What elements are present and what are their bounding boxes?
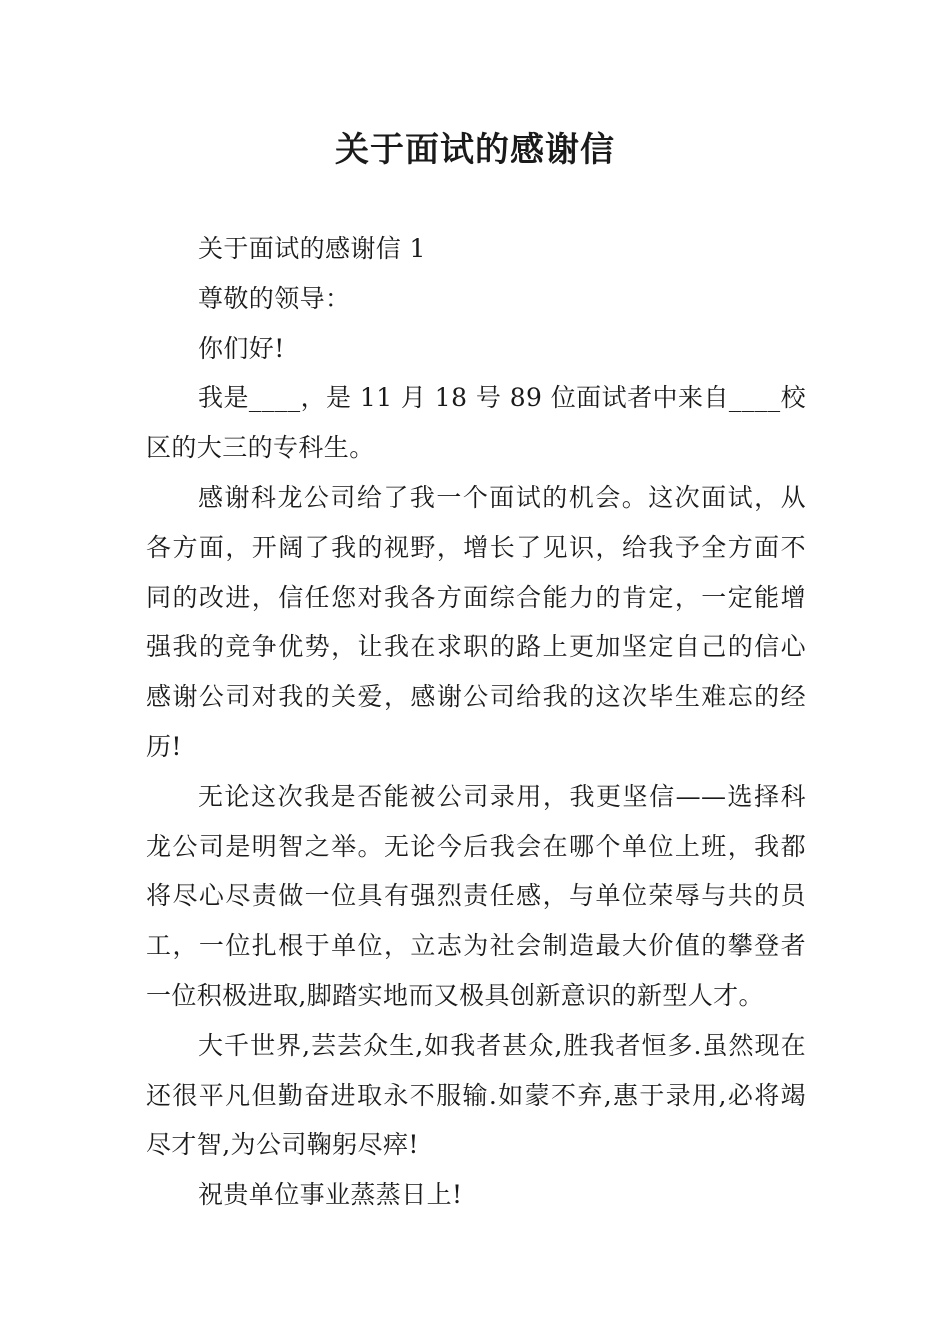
paragraph-commitment: 无论这次我是否能被公司录用，我更坚信——选择科龙公司是明智之举。无论今后我会在哪个单位上班，我都将尽心尽责做一位具有强烈责任感，与单位荣辱与共的员工，一位扎根于单位，立志为社会制造最大价值的攀登者一位积极进取,脚踏实地而又极具创新意识的新型人才。: [146, 781, 806, 1010]
paragraph-introduction: 我是____，是 11 月 18 号 89 位面试者中来自____校区的大三的专科生。: [146, 383, 806, 463]
paragraph-request: 大千世界,芸芸众生,如我者甚众,胜我者恒多.虽然现在还很平凡但勤奋进取永不服输.如蒙不弃,惠于录用,必将竭尽才智,为公司鞠躬尽瘁!: [146, 1030, 806, 1160]
paragraph-greeting: 你们好!: [198, 333, 285, 363]
document-title: 关于面试的感谢信: [335, 130, 615, 170]
paragraph-salutation: 尊敬的领导：: [198, 283, 351, 313]
paragraph-heading: 关于面试的感谢信 1: [198, 234, 426, 263]
paragraph-closing: 祝贵单位事业蒸蒸日上!: [198, 1180, 463, 1210]
paragraph-thanks: 感谢科龙公司给了我一个面试的机会。这次面试，从各方面，开阔了我的视野，增长了见识，给我予全方面不同的改进，信任您对我各方面综合能力的肯定，一定能增强我的竞争优势，让我在求职的路上更加坚定自己的信心感谢公司对我的关爱，感谢公司给我的这次毕生难忘的经历!: [146, 482, 806, 761]
document-body: [146, 224, 806, 1220]
